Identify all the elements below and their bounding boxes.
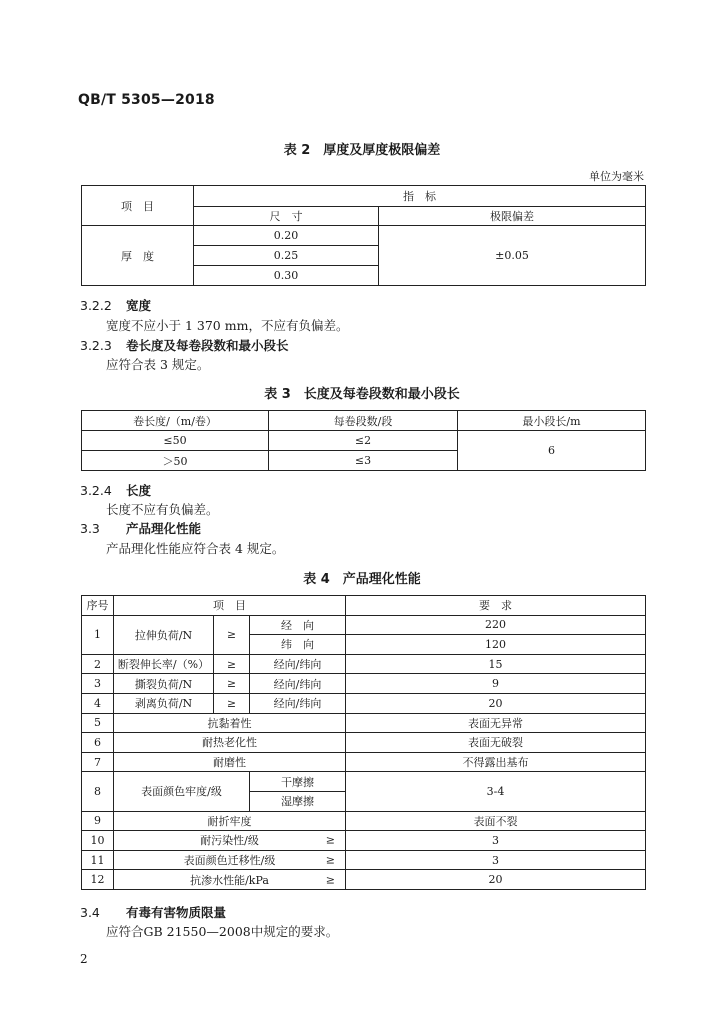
section-3-4 (80, 903, 226, 921)
section-text: 产品理化性能应符合表 4 规定。 (106, 541, 285, 556)
t4-no: 1 (82, 615, 114, 654)
t4-val: 220 (346, 615, 646, 635)
t3-length: ≤50 (82, 431, 269, 451)
t3-length: ＞50 (82, 451, 269, 471)
t4-geq: ≥ (214, 615, 250, 654)
section-text: 长度不应有负偏差。 (106, 502, 219, 517)
section-text: 应符合GB 21550—2008中规定的要求。 (106, 924, 339, 939)
table2 (81, 185, 646, 286)
t4-val: 9 (346, 674, 646, 694)
t4-geq: ≥ (214, 693, 250, 713)
t4-item: 撕裂负荷/N (114, 674, 214, 694)
t2-size: 0.30 (194, 266, 379, 286)
t3-segments: ≤2 (269, 431, 458, 451)
section-number: 3.2.3 (80, 338, 112, 353)
t4-no: 11 (82, 850, 114, 870)
t4-val: 120 (346, 635, 646, 655)
section-title: 产品理化性能 (126, 521, 202, 536)
t4-val: 3 (346, 850, 646, 870)
t4-no: 4 (82, 693, 114, 713)
t4-item: 耐磨性 (114, 752, 346, 772)
t3-min-len: 6 (458, 431, 646, 471)
t4-item-geq (114, 870, 346, 890)
t2-col-dev: 极限偏差 (379, 207, 646, 226)
t3-header: 最小段长/m (458, 411, 646, 431)
t4-geq: ≥ (214, 654, 250, 674)
section-number: 3.2.4 (80, 483, 112, 498)
t3-segments: ≤3 (269, 451, 458, 471)
t4-no: 9 (82, 811, 114, 831)
t4-item: 耐折牢度 (114, 811, 346, 831)
t4-val: 表面无异常 (346, 713, 646, 733)
t4-val: 不得露出基布 (346, 752, 646, 772)
t4-no: 8 (82, 772, 114, 811)
t4-val: 15 (346, 654, 646, 674)
section-3-3 (80, 519, 201, 537)
t4-h-req: 要 求 (346, 596, 646, 616)
page-number: 2 (80, 952, 88, 966)
table2-caption: 表 2 厚度及厚度极限偏差 (283, 143, 441, 158)
t2-size: 0.20 (194, 226, 379, 246)
t4-item: 表面颜色牢度/级 (114, 772, 250, 811)
table4 (81, 595, 646, 890)
t4-geq: ≥ (325, 853, 335, 867)
t4-h-item: 项 目 (114, 596, 346, 616)
section-title: 长度 (126, 483, 152, 498)
section-title: 有毒有害物质限量 (126, 905, 227, 920)
t4-val: 3-4 (346, 772, 646, 811)
t4-geq: ≥ (325, 833, 335, 847)
table4-caption: 表 4 产品理化性能 (303, 572, 421, 587)
t4-dir: 纬 向 (250, 635, 346, 655)
t4-item: 表面颜色迁移性/级 (183, 854, 276, 868)
t4-item: 抗渗水性能/kPa (190, 873, 269, 887)
section-3-2-4 (80, 481, 151, 499)
standard-code: QB/T 5305—2018 (78, 92, 215, 108)
section-title: 卷长度及每卷段数和最小段长 (126, 338, 289, 353)
t2-deviation: ±0.05 (379, 226, 646, 286)
section-3-2-3 (80, 336, 289, 354)
t4-item: 抗黏着性 (114, 713, 346, 733)
t4-geq: ≥ (325, 873, 335, 887)
t4-no: 12 (82, 870, 114, 890)
t2-col-index: 指 标 (194, 186, 646, 207)
section-title: 宽度 (126, 298, 152, 313)
section-number: 3.3 (80, 521, 100, 536)
t4-item: 剥离负荷/N (114, 693, 214, 713)
t4-dir: 经向/纬向 (250, 674, 346, 694)
t2-col-item: 项 目 (82, 186, 194, 226)
t4-h-no: 序号 (82, 596, 114, 616)
t4-dir: 湿摩擦 (250, 791, 346, 811)
t4-dir: 经向/纬向 (250, 693, 346, 713)
section-3-2-2 (80, 296, 151, 314)
t4-item-geq (114, 850, 346, 870)
table3-caption: 表 3 长度及每卷段数和最小段长 (264, 387, 460, 402)
t4-val: 20 (346, 870, 646, 890)
t4-dir: 经向/纬向 (250, 654, 346, 674)
t4-item: 拉伸负荷/N (114, 615, 214, 654)
t4-item: 耐热老化性 (114, 733, 346, 753)
t4-no: 3 (82, 674, 114, 694)
t4-no: 7 (82, 752, 114, 772)
section-number: 3.4 (80, 905, 100, 920)
t4-item-geq (114, 831, 346, 851)
t4-no: 6 (82, 733, 114, 753)
t4-dir: 经 向 (250, 615, 346, 635)
section-text: 宽度不应小于 1 370 mm，不应有负偏差。 (106, 318, 349, 333)
t2-size: 0.25 (194, 246, 379, 266)
t4-geq: ≥ (214, 674, 250, 694)
t2-col-size: 尺 寸 (194, 207, 379, 226)
t4-dir: 干摩擦 (250, 772, 346, 792)
t3-header: 卷长度/（m/卷） (82, 411, 269, 431)
table3 (81, 410, 646, 471)
t2-row-label: 厚 度 (82, 226, 194, 286)
table2-unit: 单位为毫米 (589, 170, 644, 183)
t3-header: 每卷段数/段 (269, 411, 458, 431)
section-text: 应符合表 3 规定。 (106, 357, 210, 372)
t4-no: 2 (82, 654, 114, 674)
t4-val: 表面不裂 (346, 811, 646, 831)
section-number: 3.2.2 (80, 298, 112, 313)
t4-item: 断裂伸长率/（%） (114, 654, 214, 674)
t4-val: 20 (346, 693, 646, 713)
t4-val: 表面无破裂 (346, 733, 646, 753)
t4-no: 10 (82, 831, 114, 851)
t4-val: 3 (346, 831, 646, 851)
t4-item: 耐污染性/级 (200, 834, 259, 848)
t4-no: 5 (82, 713, 114, 733)
